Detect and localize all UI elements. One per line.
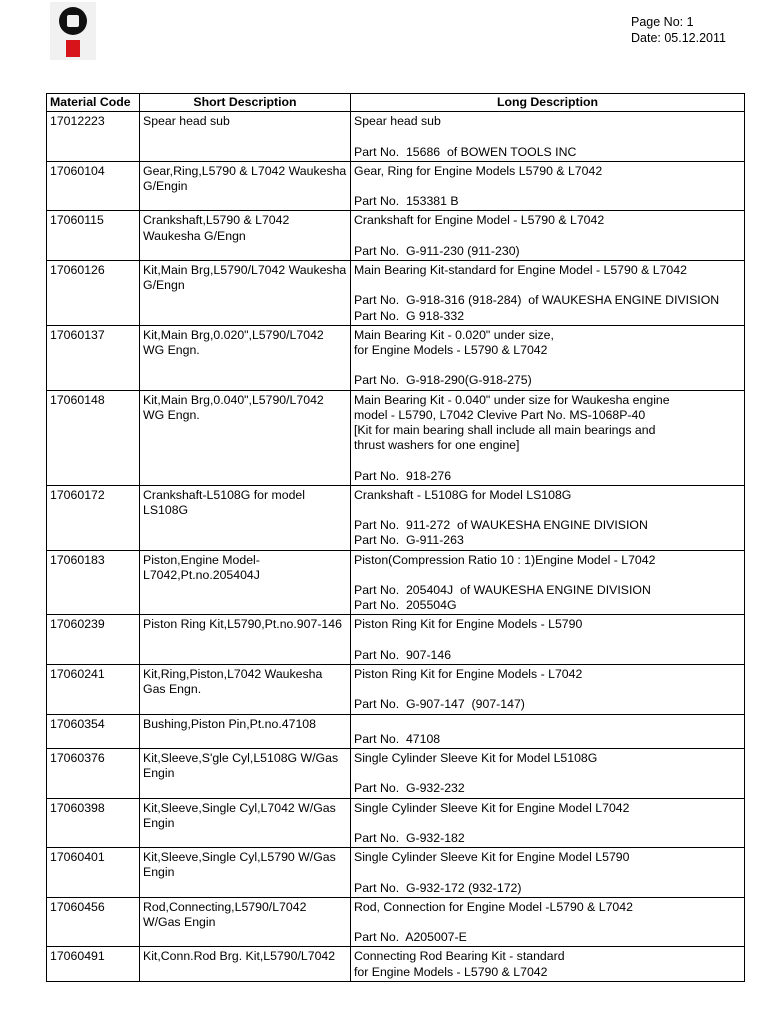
short-description-cell: Rod,Connecting,L5790/L7042 W/Gas Engin	[140, 897, 351, 947]
company-logo	[50, 2, 96, 60]
long-description-line: Part No. 205504G	[354, 598, 457, 613]
table-row	[47, 161, 745, 211]
long-description-cell	[351, 664, 745, 714]
long-description-line	[354, 633, 741, 648]
table-row	[47, 798, 745, 848]
table-header-row	[47, 94, 745, 112]
long-description-line: [Kit for main bearing shall include all main bearings and	[354, 422, 656, 437]
short-description-cell: Kit,Main Brg,0.040",L5790/L7042 WG Engn.	[140, 390, 351, 485]
material-code-cell: 17060376	[47, 748, 140, 798]
material-code-cell: 17060401	[47, 848, 140, 898]
long-description-line: Part No. G-918-316 (918-284) of WAUKESHA ENGINE DIVISION	[354, 293, 720, 308]
material-code-cell: 17060183	[47, 550, 140, 615]
short-description-cell: Gear,Ring,L5790 & L7042 Waukesha G/Engin	[140, 161, 351, 211]
material-code-cell: 17060354	[47, 714, 140, 748]
long-description-line: Part No. G-911-263	[354, 533, 464, 548]
short-description-cell: Kit,Main Brg,0.020",L5790/L7042 WG Engn.	[140, 325, 351, 390]
material-code-cell: 17060239	[47, 615, 140, 665]
long-description-line: for Engine Models - L5790 & L7042	[354, 342, 548, 357]
document-date: Date: 05.12.2011	[631, 31, 726, 45]
long-description-line: Connecting Rod Bearing Kit - standard	[354, 949, 565, 964]
long-description-line: for Engine Models - L5790 & L7042	[354, 964, 548, 979]
table-row	[47, 714, 745, 748]
long-description-line: Piston(Compression Ratio 10 : 1)Engine Model - L7042	[354, 552, 656, 567]
short-description-cell: Piston Ring Kit,L5790,Pt.no.907-146	[140, 615, 351, 665]
long-description-line	[354, 129, 741, 144]
long-description-line	[354, 229, 741, 244]
long-description-line: Single Cylinder Sleeve Kit for Engine Model L5790	[354, 850, 630, 865]
page-meta	[631, 14, 726, 46]
long-description-line: Crankshaft for Engine Model - L5790 & L7042	[354, 213, 605, 228]
long-description-line	[354, 766, 741, 781]
long-description-line: Single Cylinder Sleeve Kit for Model L5108G	[354, 750, 598, 765]
long-description-line: model - L5790, L7042 Clevive Part No. MS-1068P-40	[354, 407, 646, 422]
short-description-cell: Kit,Sleeve,Single Cyl,L7042 W/Gas Engin	[140, 798, 351, 848]
logo-icon	[50, 2, 96, 60]
long-description-cell	[351, 798, 745, 848]
material-code-cell: 17060148	[47, 390, 140, 485]
material-code-cell: 17060241	[47, 664, 140, 714]
table-row	[47, 664, 745, 714]
long-description-line: Piston Ring Kit for Engine Models - L7042	[354, 666, 583, 681]
table-row	[47, 897, 745, 947]
long-description-line: Part No. 205404J of WAUKESHA ENGINE DIVISION	[354, 582, 651, 597]
table-row	[47, 848, 745, 898]
material-code-cell: 17060398	[47, 798, 140, 848]
long-description-line: Main Bearing Kit - 0.040" under size for Waukesha engine	[354, 392, 670, 407]
long-description-line: Part No. G-932-232	[354, 781, 465, 796]
long-description-line: Part No. G-911-230 (911-230)	[354, 243, 520, 258]
short-description-cell: Piston,Engine Model-L7042,Pt.no.205404J	[140, 550, 351, 615]
long-description-cell	[351, 211, 745, 261]
table-row	[47, 260, 745, 325]
table-row	[47, 211, 745, 261]
long-description-line	[354, 179, 741, 194]
long-description-line	[354, 915, 741, 930]
long-description-cell	[351, 260, 745, 325]
material-code-cell: 17060172	[47, 485, 140, 550]
column-header-long-description: Long Description	[351, 94, 745, 112]
long-description-cell	[351, 325, 745, 390]
long-description-cell	[351, 550, 745, 615]
short-description-cell: Kit,Conn.Rod Brg. Kit,L5790/L7042	[140, 947, 351, 981]
long-description-line: Main Bearing Kit - 0.020" under size,	[354, 327, 554, 342]
long-description-line	[354, 717, 741, 732]
long-description-line: Part No. G-918-290(G-918-275)	[354, 373, 532, 388]
long-description-cell	[351, 897, 745, 947]
short-description-cell: Crankshaft,L5790 & L7042 Waukesha G/Engn	[140, 211, 351, 261]
long-description-line	[354, 453, 741, 468]
short-description-cell: Bushing,Piston Pin,Pt.no.47108	[140, 714, 351, 748]
material-code-cell: 17060104	[47, 161, 140, 211]
short-description-cell: Kit,Sleeve,S'gle Cyl,L5108G W/Gas Engin	[140, 748, 351, 798]
long-description-cell	[351, 947, 745, 981]
long-description-line	[354, 568, 741, 583]
table-row	[47, 112, 745, 162]
long-description-line	[354, 278, 741, 293]
long-description-line	[354, 682, 741, 697]
short-description-cell: Crankshaft-L5108G for model LS108G	[140, 485, 351, 550]
material-code-cell: 17060456	[47, 897, 140, 947]
long-description-line: Part No. 911-272 of WAUKESHA ENGINE DIVISION	[354, 518, 648, 533]
material-code-cell: 17060137	[47, 325, 140, 390]
long-description-cell	[351, 714, 745, 748]
material-code-cell: 17060491	[47, 947, 140, 981]
long-description-cell	[351, 748, 745, 798]
long-description-line: Piston Ring Kit for Engine Models - L5790	[354, 617, 583, 632]
long-description-line	[354, 865, 741, 880]
short-description-cell: Spear head sub	[140, 112, 351, 162]
long-description-line: Part No. G-932-182	[354, 830, 465, 845]
long-description-line: Main Bearing Kit-standard for Engine Model - L5790 & L7042	[354, 262, 687, 277]
long-description-cell	[351, 390, 745, 485]
long-description-line: Gear, Ring for Engine Models L5790 & L7042	[354, 163, 603, 178]
table-row	[47, 947, 745, 981]
long-description-cell	[351, 848, 745, 898]
long-description-line: Part No. G 918-332	[354, 308, 465, 323]
table-row	[47, 390, 745, 485]
material-table	[46, 93, 745, 982]
long-description-line: Part No. 907-146	[354, 647, 452, 662]
long-description-line: Crankshaft - L5108G for Model LS108G	[354, 487, 572, 502]
long-description-line: Spear head sub	[354, 114, 441, 129]
table-row	[47, 748, 745, 798]
column-header-material-code: Material Code	[47, 94, 140, 112]
long-description-line: Part No. 47108	[354, 731, 441, 746]
short-description-cell: Kit,Main Brg,L5790/L7042 Waukesha G/Engn	[140, 260, 351, 325]
material-code-cell: 17012223	[47, 112, 140, 162]
long-description-line: Part No. A205007-E	[354, 930, 467, 945]
column-header-short-description: Short Description	[140, 94, 351, 112]
material-code-cell: 17060115	[47, 211, 140, 261]
table-row	[47, 485, 745, 550]
long-description-line	[354, 816, 741, 831]
short-description-cell: Kit,Sleeve,Single Cyl,L5790 W/Gas Engin	[140, 848, 351, 898]
long-description-cell	[351, 112, 745, 162]
table-row	[47, 325, 745, 390]
long-description-line: Single Cylinder Sleeve Kit for Engine Model L7042	[354, 800, 630, 815]
long-description-line: Part No. G-907-147 (907-147)	[354, 697, 525, 712]
long-description-line: Rod, Connection for Engine Model -L5790 & L7042	[354, 899, 633, 914]
long-description-line: Part No. 918-276	[354, 468, 452, 483]
long-description-line: thrust washers for one engine]	[354, 438, 520, 453]
page-number: Page No: 1	[631, 15, 694, 29]
long-description-cell	[351, 161, 745, 211]
long-description-cell	[351, 485, 745, 550]
long-description-cell	[351, 615, 745, 665]
short-description-cell: Kit,Ring,Piston,L7042 Waukesha Gas Engn.	[140, 664, 351, 714]
table-row	[47, 550, 745, 615]
long-description-line: Part No. G-932-172 (932-172)	[354, 880, 522, 895]
long-description-line: Part No. 15686 of BOWEN TOOLS INC	[354, 144, 577, 159]
long-description-line	[354, 503, 741, 518]
table-row	[47, 615, 745, 665]
material-code-cell: 17060126	[47, 260, 140, 325]
long-description-line: Part No. 153381 B	[354, 194, 459, 209]
long-description-line	[354, 358, 741, 373]
